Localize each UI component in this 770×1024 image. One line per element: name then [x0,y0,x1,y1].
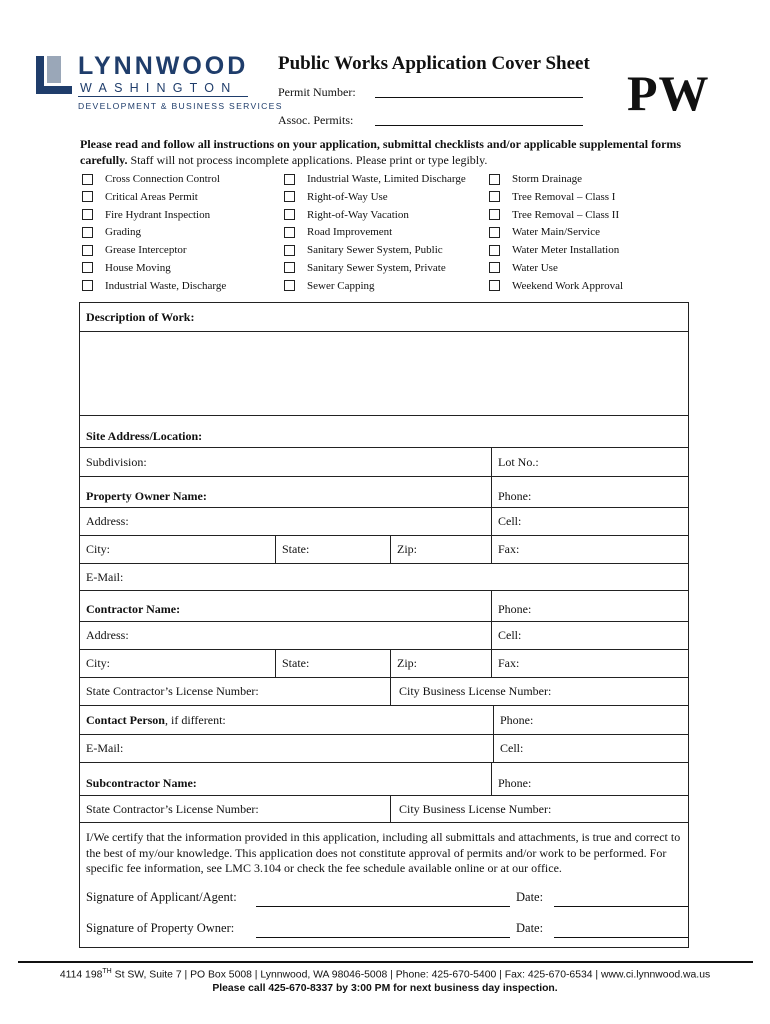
checkbox-item[interactable]: Right-of-Way Use [284,190,466,204]
checkbox[interactable] [489,191,500,202]
subcontractor-name-field[interactable]: Subcontractor Name: [86,775,197,790]
footer-address: 4114 198TH St SW, Suite 7 | PO Box 5008 | Lynnwood, WA 98046-5008 | Phone: 425-670-5400 | Fax: 425-670-6534 | www.ci.lynnwood.wa.us [59,968,711,981]
checkbox[interactable] [82,191,93,202]
logo-divider [78,96,248,97]
applicant-signature-field[interactable] [256,906,510,907]
subdivision-row [80,448,688,477]
checkbox[interactable] [284,245,295,256]
checkbox-column-1 [82,172,226,293]
applicant-signature-label: Signature of Applicant/Agent: [86,890,237,904]
checkbox-item[interactable]: Water Meter Installation [489,243,623,257]
contractor-fax-field[interactable]: Fax: [498,656,520,670]
checkbox[interactable] [82,262,93,273]
owner-email-row [80,564,688,591]
contractor-city-license-field[interactable]: City Business License Number: [399,684,552,698]
checkbox-item[interactable]: Sanitary Sewer System, Private [284,261,466,275]
assoc-permits-field[interactable] [375,125,583,126]
owner-state-field[interactable]: State: [282,542,310,556]
checkbox-item[interactable]: Industrial Waste, Discharge [82,279,226,293]
checkbox[interactable] [82,209,93,220]
contractor-state-license-field[interactable]: State Contractor’s License Number: [86,684,259,698]
checkbox[interactable] [82,174,93,185]
contractor-address-row [80,622,688,650]
contractor-name-field[interactable]: Contractor Name: [86,601,181,616]
owner-date-label: Date: [516,921,544,935]
logo-name: LYNNWOOD [78,52,249,80]
subcontractor-city-license-field[interactable]: City Business License Number: [399,801,552,816]
checkbox-item[interactable]: Right-of-Way Vacation [284,208,466,222]
footer-divider [18,961,753,963]
certification-text: I/We certify that the information provided in this application, including all submittals and attachments, is true and correct to the best of my/our knowledge. This application does not constitute approval of permits and/or work to be performed. For specific fee information, see LMC 3.104 or check the fee schedule available online or at our office. [86,830,681,875]
checkbox[interactable] [489,174,500,185]
contractor-cell-field[interactable]: Cell: [498,628,522,642]
applicant-date-field[interactable] [554,906,688,907]
page-title: Public Works Application Cover Sheet [278,53,590,74]
subcontractor-state-license-field[interactable]: State Contractor’s License Number: [86,801,259,816]
owner-city-row [80,536,688,564]
contractor-zip-field[interactable]: Zip: [397,656,417,670]
site-address-label: Site Address/Location: [86,429,203,443]
checkbox[interactable] [284,280,295,291]
instructions: Please read and follow all instructions on your application, submittal checklists and/or applicable supplemental forms carefully. Staff will not process incomplete applications. Please print or type legibly. [80,137,682,167]
lynnwood-logo-icon [36,56,72,94]
checkbox-item[interactable]: Water Main/Service [489,225,623,239]
checkbox[interactable] [489,280,500,291]
logo-department: DEVELOPMENT & BUSINESS SERVICES [78,101,283,111]
checkbox-item[interactable]: Storm Drainage [489,172,623,186]
owner-signature-label: Signature of Property Owner: [86,921,235,935]
description-header-row [80,303,688,332]
description-field[interactable] [80,332,688,416]
owner-name-row [80,477,688,508]
contact-person-field[interactable]: Contact Person , if different: [86,712,226,727]
checkbox-item[interactable]: House Moving [82,261,226,275]
owner-phone-field[interactable]: Phone: [498,488,532,503]
certification-section [80,823,688,947]
checkbox-item[interactable]: Water Use [489,261,623,275]
checkbox-item[interactable]: Fire Hydrant Inspection [82,208,226,222]
checkbox-item[interactable]: Sewer Capping [284,279,466,293]
subcontractor-license-row [80,796,688,823]
contractor-state-field[interactable]: State: [282,656,310,670]
contact-phone-field[interactable]: Phone: [500,712,534,727]
checkbox-column-3 [489,172,623,293]
checkbox[interactable] [284,209,295,220]
checkbox[interactable] [284,262,295,273]
applicant-date-label: Date: [516,890,544,904]
checkbox[interactable] [82,245,93,256]
checkbox-column-2 [284,172,466,293]
checkbox[interactable] [284,191,295,202]
owner-date-field[interactable] [554,937,688,938]
application-form [79,302,689,948]
owner-city-field[interactable]: City: [86,542,111,556]
subcontractor-name-row [80,763,688,796]
permit-number-label: Permit Number: [278,85,356,99]
checkbox-item[interactable]: Grease Interceptor [82,243,226,257]
description-label: Description of Work: [86,309,195,324]
owner-email-field[interactable]: E-Mail: [86,569,124,584]
lot-no-field[interactable]: Lot No.: [498,454,539,469]
owner-zip-field[interactable]: Zip: [397,542,417,556]
checkbox[interactable] [284,174,295,185]
checkbox-item[interactable]: Tree Removal – Class I [489,190,623,204]
checkbox[interactable] [284,227,295,238]
contact-person-row [80,706,688,735]
contractor-license-row [80,678,688,706]
checkbox-item[interactable]: Grading [82,225,226,239]
footer-inspection-note: Please call 425-670-8337 by 3:00 PM for next business day inspection. [212,983,558,994]
subdivision-field[interactable]: Subdivision: [86,454,147,469]
checkbox[interactable] [82,280,93,291]
owner-name-field[interactable]: Property Owner Name: [86,488,207,503]
owner-address-row [80,508,688,536]
owner-fax-field[interactable]: Fax: [498,542,520,556]
logo-state: WASHINGTON [80,81,238,95]
permit-number-field[interactable] [375,97,583,98]
contractor-phone-field[interactable]: Phone: [498,601,532,616]
owner-signature-field[interactable] [256,937,510,938]
contractor-city-row [80,650,688,678]
site-address-row[interactable] [80,416,688,448]
contractor-city-field[interactable]: City: [86,656,111,670]
contact-cell-field[interactable]: Cell: [500,741,524,755]
assoc-permits-label: Assoc. Permits: [278,113,354,127]
checkbox-item[interactable]: Road Improvement [284,225,466,239]
checkbox[interactable] [82,227,93,238]
contact-email-field[interactable]: E-Mail: [86,741,124,755]
checkbox-item[interactable]: Weekend Work Approval [489,279,623,293]
form-code: PW [627,65,710,121]
contact-email-row [80,735,688,763]
checkbox-item[interactable]: Tree Removal – Class II [489,208,623,222]
owner-cell-field[interactable]: Cell: [498,514,522,528]
checkbox-item[interactable]: Industrial Waste, Limited Discharge [284,172,466,186]
contractor-name-row [80,591,688,622]
checkbox[interactable] [489,245,500,256]
contractor-address-field[interactable]: Address: [86,628,129,642]
subcontractor-phone-field[interactable]: Phone: [498,775,532,790]
owner-address-field[interactable]: Address: [86,514,129,528]
checkbox[interactable] [489,227,500,238]
checkbox[interactable] [489,262,500,273]
checkbox[interactable] [489,209,500,220]
checkbox-item[interactable]: Critical Areas Permit [82,190,226,204]
checkbox-item[interactable]: Cross Connection Control [82,172,226,186]
checkbox-item[interactable]: Sanitary Sewer System, Public [284,243,466,257]
